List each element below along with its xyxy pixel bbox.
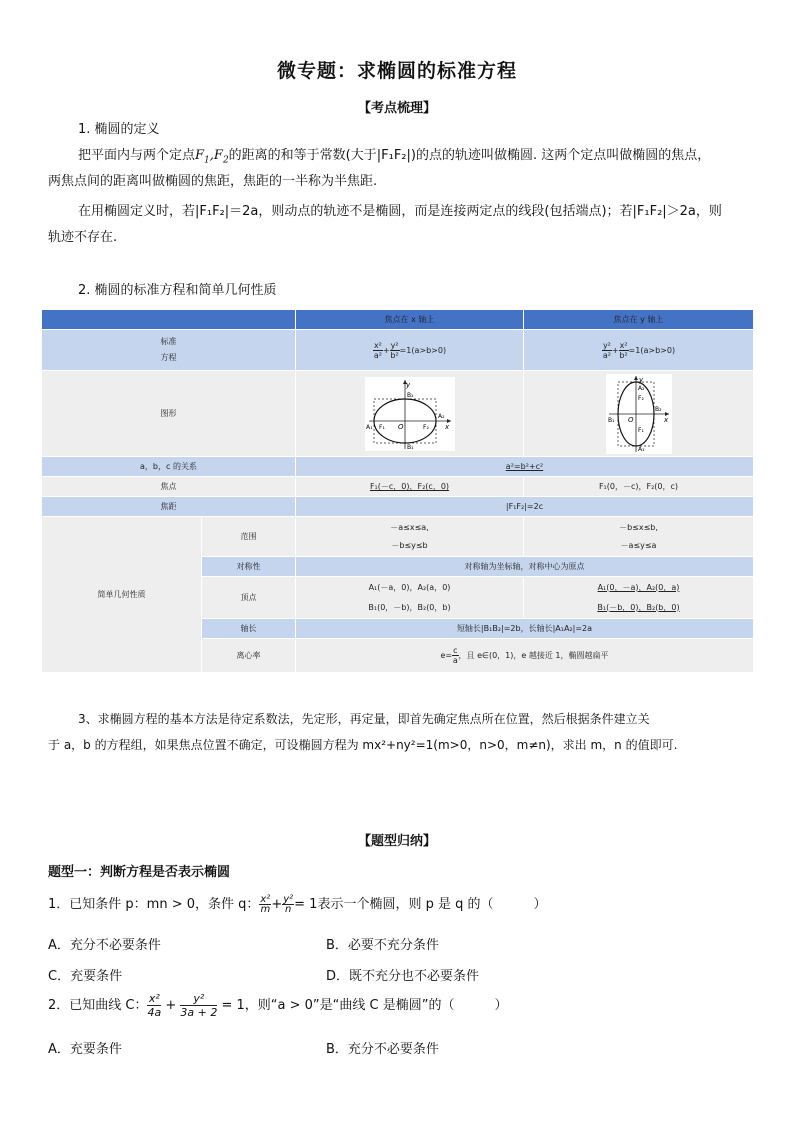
col-header-x: 焦点在 x 轴上 — [296, 310, 524, 330]
equation-y-tail: =1(a>b>0) — [628, 345, 676, 355]
row-label-standard — [42, 330, 296, 371]
definition-paragraph-2-cont: 轨迹不存在. — [48, 230, 118, 245]
range-y — [524, 517, 754, 557]
definition-paragraph-2: 在用椭圆定义时，若|F₁F₂|＝2a，则动点的轨迹不是椭圆，而是连接两定点的线段(包括端点)；若|F₁F₂|＞2a，则 — [78, 204, 722, 219]
figure-x-cell — [296, 371, 524, 457]
definition-text-a: 把平面内与两个定点 — [78, 148, 196, 163]
row-label-symmetry: 对称性 — [202, 557, 296, 577]
eccentricity-tail: ，且 e∈(0，1)，e 越接近 1，椭圆越扁平 — [458, 651, 609, 660]
range-x-2: －b≤y≤b — [391, 540, 428, 550]
svg-text:y: y — [405, 380, 410, 389]
svg-text:y: y — [638, 375, 643, 384]
q1-option-c[interactable]: C．充要条件 — [48, 969, 123, 984]
equation-x: $\frac{\text{x²}}{\text{a²}}$ + $\frac{\text{y²}}{\text{b²}}$ =1(a>b>0) — [296, 330, 524, 371]
method-paragraph-line2: 于 a，b 的方程组，如果焦点位置不确定，可设椭圆方程为 mx²+ny²=1(m>0，n>0，m≠n)，求出 m，n 的值即可. — [48, 738, 678, 752]
axis-length: 短轴长|B₁B₂|=2b，长轴长|A₁A₂|=2a — [296, 619, 754, 639]
equation-y: $\frac{\text{y²}}{\text{a²}}$ + $\frac{\text{x²}}{\text{b²}}$ =1(a>b>0) — [524, 330, 754, 371]
table-corner — [42, 310, 296, 330]
range-y-2: －a≤y≤a — [620, 540, 657, 550]
svg-text:F₂: F₂ — [637, 394, 644, 402]
col-header-y: 焦点在 y 轴上 — [524, 310, 754, 330]
definition-paragraph-1-cont: 两焦点间的距离叫做椭圆的焦距，焦距的一半称为半焦距. — [48, 174, 378, 189]
method-paragraph-line1: 3、求椭圆方程的基本方法是待定系数法，先定形，再定量，即首先确定焦点所在位置，然后根据条件建立关 — [78, 712, 650, 726]
vertex-x-1: A₁(－a，0)，A₂(a，0) — [368, 582, 451, 592]
abc-relation: a²=b²+c² — [296, 457, 754, 477]
row-label-focal-length: 焦距 — [42, 497, 296, 517]
row-label-figure: 图形 — [42, 371, 296, 457]
foci-symbols: $F_1,F_2$ — [195, 148, 229, 166]
vertex-x — [296, 577, 524, 619]
row-label-standard-2: 方程 — [160, 353, 177, 362]
page-title: 微专题：求椭圆的标准方程 — [276, 60, 517, 82]
q2-stem-a: 2．已知曲线 C： — [48, 998, 148, 1013]
q1-option-b[interactable]: B．必要不充分条件 — [326, 938, 439, 953]
focus-y: F₁(0，－c)，F₂(0，c) — [524, 477, 754, 497]
heading-standard-equation: 2. 椭圆的标准方程和简单几何性质 — [78, 283, 277, 298]
svg-text:A₂: A₂ — [637, 384, 645, 392]
svg-text:F₂: F₂ — [422, 423, 429, 431]
row-label-vertex: 顶点 — [202, 577, 296, 619]
q2-stem-c: ） — [494, 998, 508, 1013]
svg-text:O: O — [397, 422, 404, 431]
vertex-x-2: B₁(0，－b)，B₂(0，b) — [368, 602, 451, 612]
row-label-focus: 焦点 — [42, 477, 296, 497]
range-y-1: －b≤x≤b, — [619, 522, 658, 532]
section-heading-types: 【题型归纳】 — [357, 834, 436, 849]
row-label-standard-1: 标准 — [160, 337, 177, 346]
range-x-1: －a≤x≤a, — [390, 522, 429, 532]
figure-y-cell — [524, 371, 754, 457]
svg-text:O: O — [627, 415, 634, 424]
section-heading-review: 【考点梳理】 — [357, 101, 436, 116]
svg-text:F₁: F₁ — [378, 423, 385, 431]
svg-text:F₁: F₁ — [637, 426, 644, 434]
q2-stem-b: ，则“a > 0”是“曲线 C 是椭圆”的（ — [244, 998, 455, 1013]
vertex-y-1: A₁(0，－a)，A₂(0，a) — [597, 582, 680, 592]
q1-option-a[interactable]: A．充分不必要条件 — [48, 938, 161, 953]
ellipse-horizontal-figure — [365, 377, 455, 451]
svg-text:A₂: A₂ — [437, 412, 445, 420]
svg-text:B₂: B₂ — [406, 391, 414, 399]
question-2: 2．已知曲线 C： $\frac{\text{x²}}{4a}$ + $\frac{\text{y²}}{3a + 2}$ = 1，则“a > 0”是“曲线 C 是椭圆”的（ ） — [48, 992, 508, 1019]
equation-x-tail: =1(a>b>0) — [399, 345, 447, 355]
vertex-y-2: B₁(－b，0)，B₂(b，0) — [597, 602, 680, 612]
row-label-eccentricity: 离心率 — [202, 639, 296, 673]
q2-option-b[interactable]: B．充分不必要条件 — [326, 1042, 439, 1057]
svg-text:x: x — [663, 415, 668, 424]
svg-text:B₂: B₂ — [654, 405, 662, 413]
q1-option-d[interactable]: D．既不充分也不必要条件 — [326, 969, 480, 984]
svg-text:A₁: A₁ — [365, 423, 373, 431]
range-x — [296, 517, 524, 557]
vertex-y — [524, 577, 754, 619]
heading-ellipse-definition: 1. 椭圆的定义 — [78, 122, 160, 137]
svg-text:B₁: B₁ — [406, 443, 414, 451]
svg-text:x: x — [444, 422, 449, 431]
focus-x: F₁(－c，0)，F₂(c，0) — [296, 477, 524, 497]
type1-heading: 题型一：判断方程是否表示椭圆 — [48, 865, 231, 880]
symmetry: 对称轴为坐标轴，对称中心为原点 — [296, 557, 754, 577]
focal-length: |F₁F₂|=2c — [296, 497, 754, 517]
row-label-geometry: 简单几何性质 — [42, 517, 202, 673]
question-1: 1．已知条件 p：mn > 0，条件 q： $\frac{\text{x²}}{m}$ + $\frac{\text{y²}}{n}$ = 1表示一个椭圆，则 p 是 q 的（ ） — [48, 894, 547, 915]
q1-stem-c: ） — [533, 897, 547, 912]
ellipse-vertical-figure — [606, 374, 672, 454]
svg-text:A₁: A₁ — [637, 445, 645, 453]
q1-stem-a: 1．已知条件 p：mn > 0，条件 q： — [48, 897, 260, 912]
definition-text-b: 的距离的和等于常数(大于|F₁F₂|)的点的轨迹叫做椭圆. 这两个定点叫做椭圆的焦点， — [228, 148, 711, 163]
row-label-range: 范围 — [202, 517, 296, 557]
q1-stem-b: 表示一个椭圆，则 p 是 q 的（ — [317, 897, 494, 912]
q2-option-a[interactable]: A．充要条件 — [48, 1042, 122, 1057]
row-label-axis: 轴长 — [202, 619, 296, 639]
row-label-abc: a，b，c 的关系 — [42, 457, 296, 477]
ellipse-properties-table — [41, 309, 754, 673]
eccentricity: e= $\frac{c}{a}$ ，且 e∈(0，1)，e 越接近 1，椭圆越扁平 — [296, 639, 754, 673]
svg-text:B₁: B₁ — [607, 416, 615, 424]
